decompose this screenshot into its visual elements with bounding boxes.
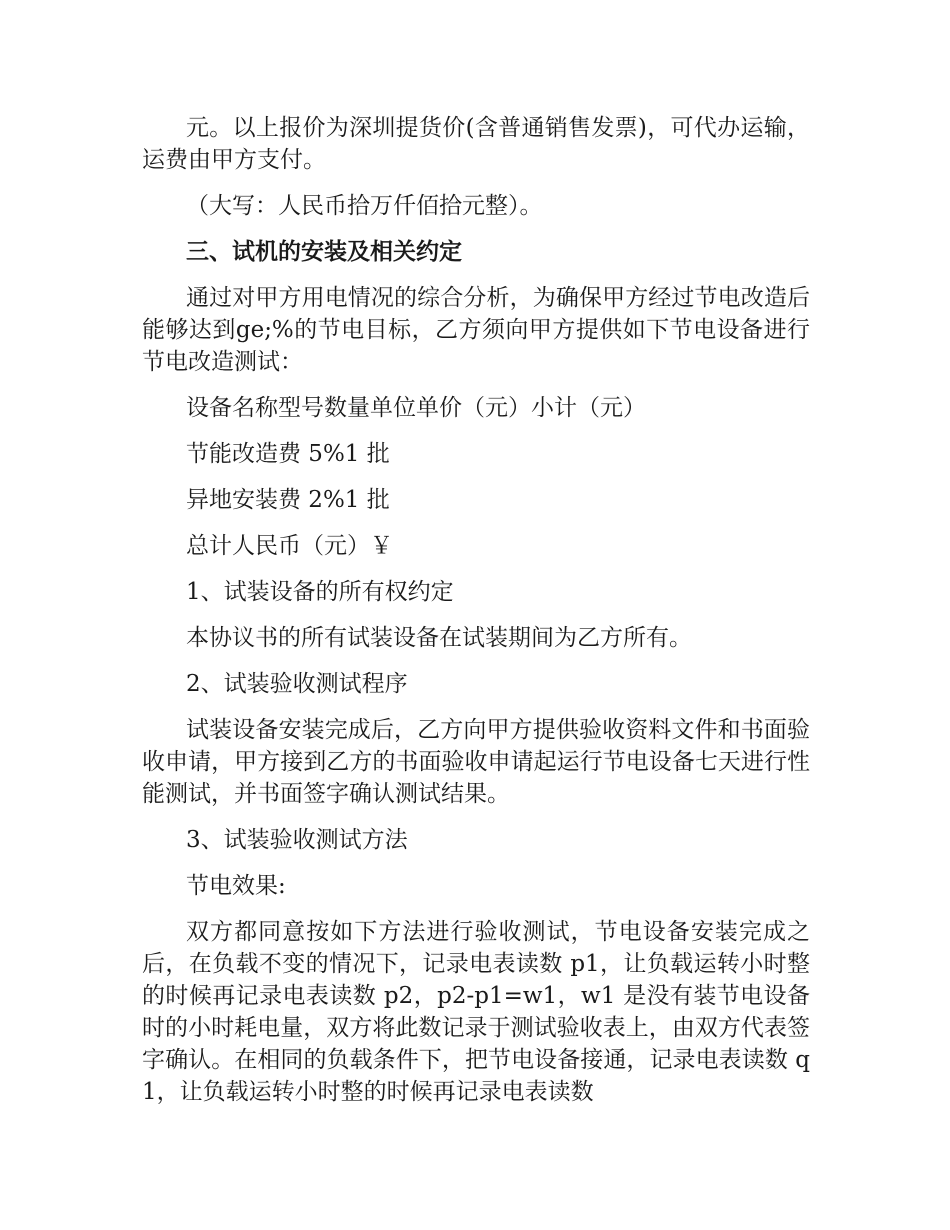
paragraph-acceptance-procedure: 试装设备安装完成后，乙方向甲方提供验收资料文件和书面验收申请，甲方接到乙方的书面验收申请起运行节电设备七天进行性能测试，并书面签字确认测试结果。: [142, 717, 810, 807]
subheading-acceptance-procedure: 2、试装验收测试程序: [186, 671, 408, 697]
paragraph-amount-in-words: （大写：人民币拾万仟佰拾元整）。: [186, 193, 543, 219]
paragraph-renovation-fee: 节能改造费 5%1 批: [186, 441, 390, 467]
subheading-acceptance-method: 3、试装验收测试方法: [186, 827, 408, 853]
paragraph-install-fee: 异地安装费 2%1 批: [186, 487, 390, 513]
paragraph-analysis: 通过对甲方用电情况的综合分析，为确保甲方经过节电改造后能够达到ge;%的节电目标，乙方须向甲方提供如下节电设备进行节电改造测试：: [142, 285, 810, 375]
paragraph-test-method: 双方都同意按如下方法进行验收测试，节电设备安装完成之后，在负载不变的情况下，记录电表读数 p1，让负载运转小时整的时候再记录电表读数 p2，p2-p1=w1，w1 是没有装节电设备时的小时耗电量，双方将此数记录于测试验收表上，由双方代表签字确认。在相同的负载条件下，把节电设备接通，记录电表读数 q1，让负载运转小时整的时候再记录电表读数: [142, 919, 810, 1105]
document-page: [142, 112, 810, 1108]
subheading-ownership: 1、试装设备的所有权约定: [186, 579, 454, 605]
paragraph-equipment-header: 设备名称型号数量单位单价（元）小计（元）: [186, 395, 646, 421]
section-heading-installation: 三、试机的安装及相关约定: [186, 239, 462, 265]
paragraph-ownership: 本协议书的所有试装设备在试装期间为乙方所有。: [186, 625, 692, 651]
paragraph-total: 总计人民币（元）￥: [186, 533, 393, 559]
paragraph-saving-effect-label: 节电效果:: [186, 873, 286, 899]
paragraph-price-note: 元。以上报价为深圳提货价(含普通销售发票)，可代办运输，运费由甲方支付。: [142, 115, 810, 173]
